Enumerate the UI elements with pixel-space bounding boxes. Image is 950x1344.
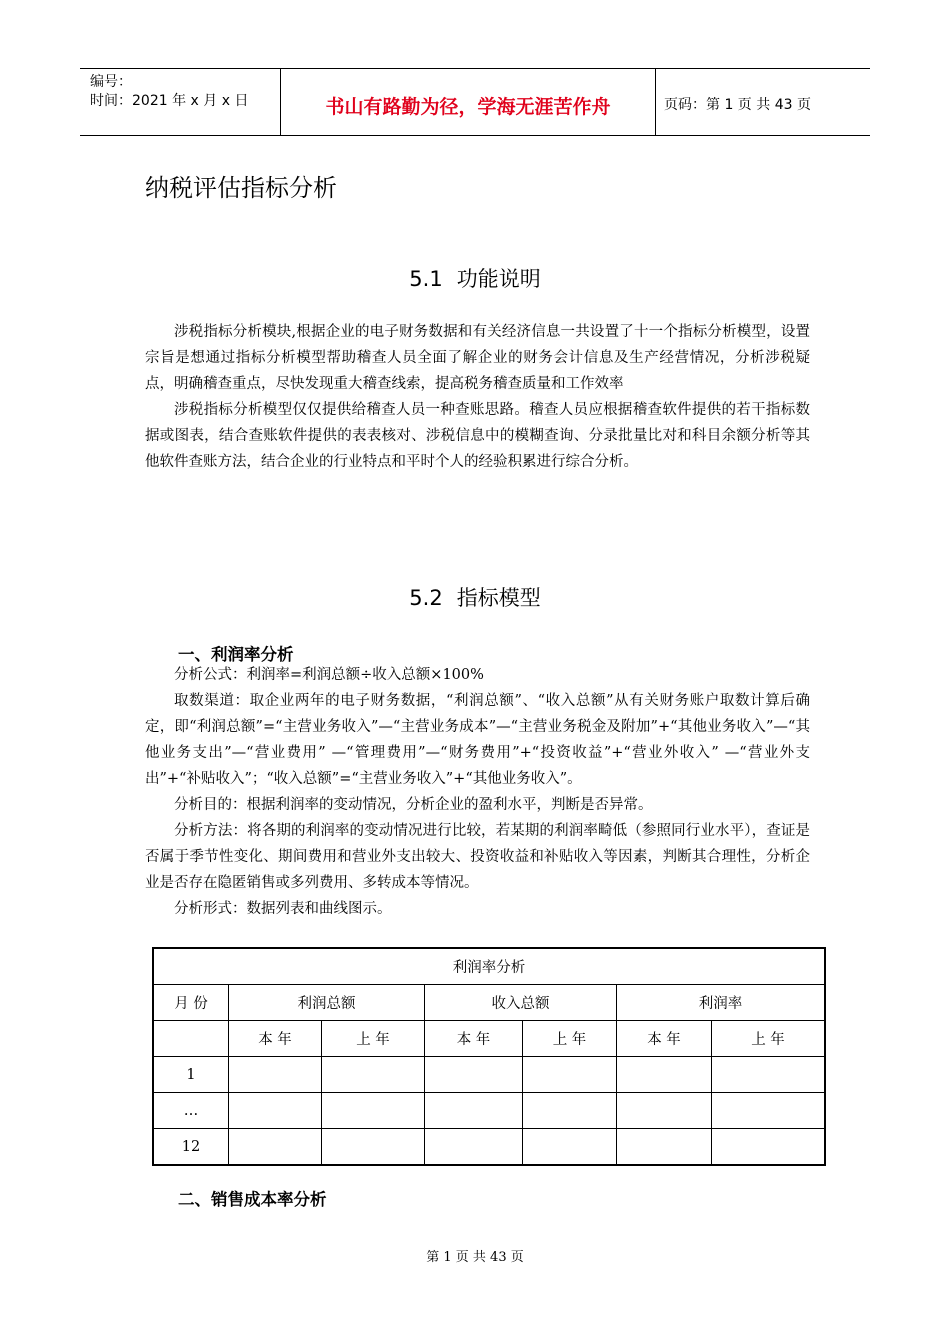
- table-row: [153, 1057, 825, 1093]
- table-group-header: 利润总额: [229, 985, 425, 1021]
- table-row: [153, 1093, 825, 1129]
- table-group-header: 收入总额: [425, 985, 617, 1021]
- table-cell: [617, 1129, 712, 1166]
- table-cell: [617, 1093, 712, 1129]
- page-footer: 第 1 页 共 43 页: [426, 1250, 524, 1265]
- table-row-month: 12: [153, 1129, 229, 1166]
- paragraph: 分析目的：根据利润率的变动情况，分析企业的盈利水平，判断是否异常。: [174, 797, 653, 813]
- subsection-1-body: [145, 662, 810, 922]
- table-cell: [425, 1057, 523, 1093]
- paragraph: 取数渠道：取企业两年的电子财务数据，“利润总额”、“收入总额”从有关财务账户取数计算后确定，即“利润总额”=“主营业务收入”—“主营业务成本”—“主营业务税金及附加”+“其他业务收入”—“其他业务支出”—“营业费用” —“管理费用”—“财务费用”+“投资收益”+“营业外收入” —“营业外支出”+“补贴收入”；“收入总额”=“主营业务收入”+“其他业务收入”。: [145, 693, 810, 787]
- paragraph: 涉税指标分析模块,根据企业的电子财务数据和有关经济信息一共设置了十一个指标分析模型，设置宗旨是想通过指标分析模型帮助稽查人员全面了解企业的财务会计信息及生产经营情况，分析涉税疑点，明确稽查重点，尽快发现重大稽查线索，提高税务稽查质量和工作效率: [145, 324, 810, 392]
- table-cell: [523, 1129, 617, 1166]
- table-cell: [322, 1129, 425, 1166]
- header-meta: [80, 69, 281, 135]
- table-sub-header: 上 年: [712, 1021, 826, 1057]
- table-cell: [523, 1093, 617, 1129]
- section-1-heading: [0, 263, 950, 293]
- table-cell: [153, 1021, 229, 1057]
- table-sub-header: 上 年: [322, 1021, 425, 1057]
- table-sub-header: 本 年: [425, 1021, 523, 1057]
- table-cell: [712, 1057, 826, 1093]
- section-2-number: 5.2: [409, 586, 443, 610]
- table-row: [153, 1129, 825, 1166]
- header-code-label: 编号：: [90, 74, 132, 90]
- header-time-label: 时间：2021 年 x 月 x 日: [90, 93, 249, 109]
- table-cell: [229, 1057, 322, 1093]
- table-row-month: …: [153, 1093, 229, 1129]
- section-2-heading: [0, 582, 950, 612]
- subsection-2-heading: 二、销售成本率分析: [178, 1190, 327, 1209]
- table-sub-header: 本 年: [229, 1021, 322, 1057]
- table-cell: [523, 1057, 617, 1093]
- table-cell: [229, 1129, 322, 1166]
- table-cell: [322, 1057, 425, 1093]
- table-cell: [425, 1129, 523, 1166]
- header-motto: 书山有路勤为径，学海无涯苦作舟: [281, 69, 656, 135]
- table-title-row: [153, 948, 825, 985]
- section-2-title: 指标模型: [456, 586, 541, 610]
- paragraph: 涉税指标分析模型仅仅提供给稽查人员一种查账思路。稽查人员应根据稽查软件提供的若干指标数据或图表，结合查账软件提供的表表核对、涉税信息中的模糊查询、分录批量比对和科目余额分析等其他软件查账方法，结合企业的行业特点和平时个人的经验积累进行综合分析。: [145, 402, 810, 470]
- header-page-label: 页码：第 1 页 共 43 页: [664, 97, 811, 113]
- table-cell: [322, 1093, 425, 1129]
- profit-rate-table: [152, 947, 826, 1166]
- table-sub-header: 本 年: [617, 1021, 712, 1057]
- section-1-number: 5.1: [409, 267, 443, 291]
- table-cell: [712, 1093, 826, 1129]
- paragraph: 分析公式：利润率=利润总额÷收入总额×100%: [174, 667, 484, 683]
- table-month-header: 月 份: [153, 985, 229, 1021]
- table-sub-header-row: [153, 1021, 825, 1057]
- section-1-body: [145, 319, 810, 475]
- table-title: 利润率分析: [153, 948, 825, 985]
- table-sub-header: 上 年: [523, 1021, 617, 1057]
- table-cell: [712, 1129, 826, 1166]
- table-group-header: 利润率: [617, 985, 826, 1021]
- table-row-month: 1: [153, 1057, 229, 1093]
- table-cell: [229, 1093, 322, 1129]
- section-1-title: 功能说明: [456, 267, 541, 291]
- paragraph: 分析形式：数据列表和曲线图示。: [174, 901, 392, 917]
- table-cell: [425, 1093, 523, 1129]
- page-header: [80, 68, 870, 136]
- document-title: 纳税评估指标分析: [145, 174, 337, 202]
- paragraph: 分析方法：将各期的利润率的变动情况进行比较，若某期的利润率畸低（参照同行业水平），查证是否属于季节性变化、期间费用和营业外支出较大、投资收益和补贴收入等因素，判断其合理性，分析企业是否存在隐匿销售或多列费用、多转成本等情况。: [145, 823, 810, 891]
- table-cell: [617, 1057, 712, 1093]
- table-group-header-row: [153, 985, 825, 1021]
- subsection-1-heading: 一、利润率分析: [178, 645, 294, 664]
